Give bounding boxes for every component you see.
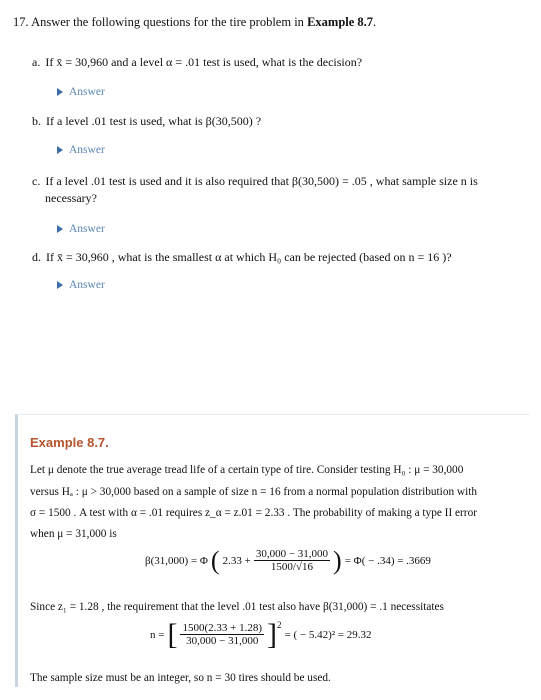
part-d: [32, 250, 452, 265]
question-intro: Answer the following questions for the tire problem in: [31, 15, 304, 29]
eq1-rhs: = Φ( − .34) = .3669: [344, 554, 431, 567]
example-title: Example 8.7.: [30, 435, 109, 450]
eq1-numerator: 30,000 − 31,000: [255, 548, 329, 560]
left-paren: (: [210, 545, 220, 575]
expand-triangle-icon: [57, 281, 63, 289]
answer-toggle-b[interactable]: [57, 144, 105, 156]
equation-n: [150, 617, 372, 651]
eq2-fraction: [180, 622, 264, 647]
eq2-exponent: 2: [277, 619, 282, 630]
part-text: If x̄ = 30,960 , what is the smallest α at which H₀ can be rejected (based on n = 16 )?: [46, 250, 452, 264]
answer-label: Answer: [69, 223, 105, 235]
part-label: b.: [32, 114, 41, 128]
expand-triangle-icon: [57, 225, 63, 233]
answer-label: Answer: [69, 144, 105, 156]
left-bracket: [: [167, 617, 178, 651]
answer-label: Answer: [69, 279, 105, 291]
eq1-fraction: [254, 548, 330, 573]
example-line-3: σ = 1500 . A test with α = .01 requires z_α = z.01 = 2.33 . The probability of making a type II error: [30, 507, 477, 519]
eq1-denominator: 1500/√16: [270, 561, 313, 573]
eq1-lhs: β(31,000) = Φ: [145, 554, 208, 567]
example-line-1: Let μ denote the true average tread life of a certain type of tire. Consider testing H₀ : μ = 30,000: [30, 464, 464, 476]
part-label: d.: [32, 250, 41, 264]
example-line-4: when μ = 31,000 is: [30, 528, 117, 540]
part-text: If a level .01 test is used, what is β(30,500) ?: [46, 114, 262, 128]
part-label: c.: [32, 174, 41, 188]
part-c: [32, 174, 478, 189]
example-conclusion: The sample size must be an integer, so n = 30 tires should be used.: [30, 672, 331, 684]
answer-toggle-c[interactable]: [57, 223, 105, 235]
part-text: If x̄ = 30,960 and a level α = .01 test is used, what is the decision?: [45, 55, 363, 69]
part-text-continued: necessary?: [45, 191, 97, 205]
example-since: Since z₁ = 1.28 , the requirement that the level .01 test also have β(31,000) = .1 necessitates: [30, 601, 444, 613]
expand-triangle-icon: [57, 88, 63, 96]
answer-label: Answer: [69, 86, 105, 98]
answer-toggle-a[interactable]: [57, 86, 105, 98]
example-line-2: versus Hₐ : μ > 30,000 based on a sample of size n = 16 from a normal population distribution with: [30, 486, 478, 498]
answer-toggle-d[interactable]: [57, 279, 105, 291]
eq2-denominator: 30,000 − 31,000: [186, 635, 259, 647]
question-number: 17.: [13, 15, 29, 29]
right-paren: ): [333, 545, 342, 575]
eq1-pre: 2.33 +: [222, 554, 251, 567]
part-a: [32, 55, 362, 70]
eq2-lhs: n =: [150, 628, 165, 641]
example-reference: Example 8.7: [307, 15, 374, 29]
eq2-numerator: 1500(2.33 + 1.28): [182, 622, 262, 634]
equation-beta: [145, 545, 431, 575]
part-b: [32, 114, 261, 129]
part-text: If a level .01 test is used and it is also required that β(30,500) = .05 , what sample size n is: [45, 174, 478, 188]
right-bracket: ]: [267, 617, 277, 651]
expand-triangle-icon: [57, 146, 63, 154]
eq2-rhs: = ( − 5.42)² = 29.32: [284, 628, 372, 641]
part-c-continued: [45, 191, 97, 206]
part-label: a.: [32, 55, 41, 69]
question-dot: .: [373, 15, 377, 29]
question-title: [13, 15, 376, 30]
